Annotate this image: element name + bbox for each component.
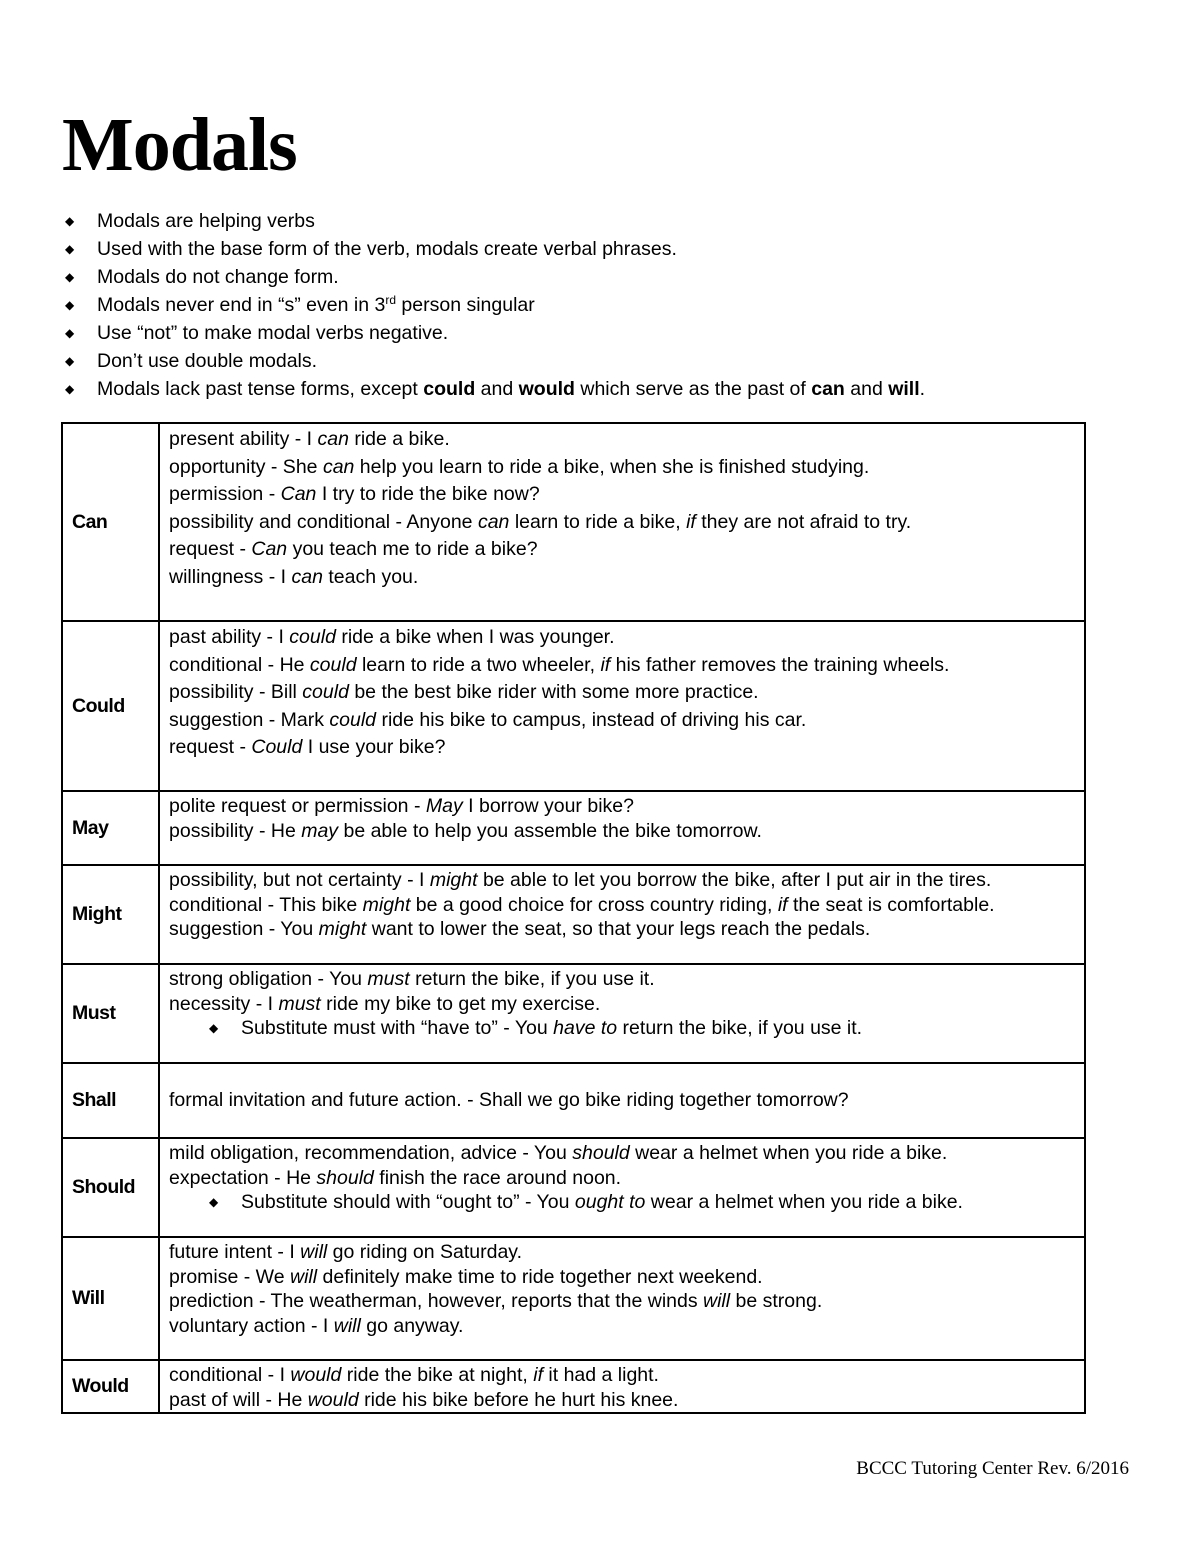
text-run: Substitute should with “ought to” - You: [241, 1191, 575, 1213]
text-run: willingness - I: [169, 565, 292, 588]
modal-example-word: must: [367, 968, 410, 990]
modal-example-word: will: [333, 1314, 361, 1337]
diamond-bullet-icon: ◆: [209, 1021, 219, 1035]
modal-name: Can: [62, 423, 159, 621]
usage-example: [169, 1289, 1084, 1314]
text-run: want to lower the seat, so that your legs reach the pedals.: [366, 918, 871, 940]
text-run: be the best bike rider with some more practice.: [348, 681, 759, 703]
text-run: wear a helmet when you ride a bike.: [629, 1142, 948, 1164]
text-run: I borrow your bike?: [462, 795, 634, 817]
text-run: Modals never end in “s” even in 3: [97, 294, 386, 316]
modal-row-will: [62, 1237, 1085, 1360]
substitution-note: [209, 1017, 862, 1039]
text-run: suggestion - You: [169, 918, 319, 940]
text-run: it had a light.: [542, 1364, 659, 1386]
modal-name: May: [62, 791, 159, 865]
diamond-bullet-icon: ◆: [65, 354, 75, 368]
emphasized-word: can: [811, 378, 845, 400]
modal-row-could: [62, 621, 1085, 791]
modal-example-word: may: [301, 819, 339, 842]
text-run: person singular: [396, 294, 535, 316]
text-run: request -: [169, 736, 252, 758]
modal-row-would: [62, 1360, 1085, 1413]
modal-example-word: can: [317, 428, 349, 450]
usage-example: [169, 454, 1084, 482]
modal-row-must: [62, 964, 1085, 1063]
text-run: Don’t use double modals.: [97, 350, 318, 372]
text-run: .: [919, 378, 926, 400]
ordinal-superscript: rd: [385, 293, 396, 307]
usage-example: [169, 1240, 1084, 1265]
usage-example: [169, 426, 1084, 454]
text-run: opportunity - She: [169, 455, 323, 478]
modal-example-word: ought to: [574, 1191, 646, 1213]
text-run: promise - We: [169, 1265, 290, 1288]
usage-example: [169, 1087, 1084, 1115]
text-run: return the bike, if you use it.: [617, 1017, 863, 1039]
bullet-item: [62, 263, 1122, 291]
text-run: be able to help you assemble the bike tomorrow.: [338, 819, 762, 842]
text-run: voluntary action - I: [169, 1314, 334, 1337]
text-run: go riding on Saturday.: [327, 1241, 523, 1263]
modal-uses: [159, 1360, 1085, 1413]
modal-name: Would: [62, 1360, 159, 1413]
modal-example-word: if: [686, 510, 696, 533]
usage-example: [169, 1141, 1084, 1166]
modal-name: Should: [62, 1138, 159, 1237]
modal-uses: [159, 791, 1085, 865]
text-run: past of will - He: [169, 1388, 308, 1411]
modal-example-word: could: [289, 626, 336, 648]
diamond-bullet-icon: ◆: [65, 270, 75, 284]
text-run: polite request or permission -: [169, 795, 426, 817]
text-run: you teach me to ride a bike?: [287, 538, 538, 560]
modal-row-can: [62, 423, 1085, 621]
text-run: possibility - He: [169, 819, 302, 842]
text-run: conditional - I: [169, 1364, 291, 1386]
bullet-item: [62, 347, 1122, 375]
modal-uses: [159, 1063, 1085, 1138]
text-run: strong obligation - You: [169, 968, 368, 990]
text-run: finish the race around noon.: [373, 1166, 622, 1189]
emphasized-word: could: [423, 378, 476, 400]
modal-example-word: would: [307, 1388, 359, 1411]
usage-example: [169, 893, 1084, 918]
usage-example: [169, 1388, 1084, 1413]
text-run: learn to ride a bike,: [509, 510, 687, 533]
text-run: necessity - I: [169, 992, 279, 1015]
modal-example-word: might: [362, 893, 411, 916]
modal-name: Could: [62, 621, 159, 791]
modal-example-word: must: [278, 992, 321, 1015]
modal-example-word: could: [329, 708, 377, 731]
footer-credit: BCCC Tutoring Center Rev. 6/2016: [856, 1458, 1129, 1479]
diamond-bullet-icon: ◆: [65, 298, 75, 312]
diamond-bullet-icon: ◆: [65, 242, 75, 256]
text-run: permission -: [169, 483, 281, 505]
modal-uses: [159, 1138, 1085, 1237]
text-run: conditional - He: [169, 653, 310, 676]
text-run: expectation - He: [169, 1166, 317, 1189]
modal-example-word: could: [302, 681, 349, 703]
text-run: learn to ride a two wheeler,: [356, 653, 601, 676]
modal-example-word: can: [291, 565, 323, 588]
text-run: present ability - I: [169, 428, 318, 450]
text-run: be able to let you borrow the bike, after I put air in the tires.: [477, 869, 992, 891]
text-run: ride the bike at night,: [341, 1364, 534, 1386]
modals-table: [61, 422, 1086, 1414]
modal-example-word: can: [477, 510, 510, 533]
text-run: I try to ride the bike now?: [316, 483, 540, 505]
usage-example: [169, 536, 1084, 564]
text-run: Modals lack past tense forms, except: [97, 378, 424, 400]
usage-example: [169, 917, 1084, 942]
modal-example-word: might: [318, 918, 367, 940]
text-run: prediction - The weatherman, however, reports that the winds: [169, 1290, 704, 1312]
text-run: be strong.: [730, 1290, 823, 1312]
modal-example-word: if: [533, 1364, 543, 1386]
diamond-bullet-icon: ◆: [65, 326, 75, 340]
usage-example: [169, 1265, 1084, 1290]
text-run: which serve as the past of: [574, 378, 812, 400]
text-run: ride his bike before he hurt his knee.: [358, 1388, 679, 1411]
text-run: go anyway.: [360, 1314, 464, 1337]
usage-example: [169, 794, 1084, 819]
text-run: Modals do not change form.: [97, 266, 339, 288]
bullet-list: [62, 207, 1122, 403]
text-run: request -: [169, 538, 252, 560]
page-title: Modals: [62, 103, 297, 187]
modal-example-word: should: [572, 1142, 630, 1164]
text-run: teach you.: [322, 565, 419, 588]
usage-example: [169, 481, 1084, 509]
modal-example-word: Could: [251, 736, 303, 758]
modal-example-word: if: [777, 893, 788, 916]
text-run: possibility, but not certainty - I: [169, 869, 430, 891]
text-run: possibility - Bill: [169, 681, 303, 703]
usage-example: [169, 1363, 1084, 1388]
modal-example-word: Can: [280, 483, 317, 505]
usage-example: [169, 564, 1084, 592]
usage-example: [169, 1016, 1084, 1041]
text-run: Used with the base form of the verb, modals create verbal phrases.: [97, 238, 677, 260]
modal-example-word: Can: [251, 538, 288, 560]
modal-name: Will: [62, 1237, 159, 1360]
bullet-item: [62, 319, 1122, 347]
modal-row-shall: [62, 1063, 1085, 1138]
bullet-item: [62, 235, 1122, 263]
text-run: I use your bike?: [302, 736, 446, 758]
bullet-item: [62, 375, 1122, 403]
modal-example-word: could: [309, 653, 357, 676]
text-run: return the bike, if you use it.: [409, 968, 655, 990]
text-run: wear a helmet when you ride a bike.: [645, 1191, 963, 1213]
usage-example: [169, 734, 1084, 762]
modal-example-word: should: [316, 1166, 374, 1189]
substitution-note: [209, 1191, 963, 1213]
modal-example-word: have to: [553, 1017, 618, 1039]
modal-example-word: will: [703, 1290, 731, 1312]
text-run: the seat is comfortable.: [787, 893, 995, 916]
text-run: past ability - I: [169, 626, 290, 648]
modal-uses: [159, 964, 1085, 1063]
text-run: Use “not” to make modal verbs negative.: [97, 322, 449, 344]
text-run: definitely make time to ride together next weekend.: [317, 1265, 763, 1288]
usage-example: [169, 509, 1084, 537]
modal-uses: [159, 1237, 1085, 1360]
text-run: mild obligation, recommendation, advice - You: [169, 1142, 573, 1164]
modal-example-word: will: [290, 1265, 318, 1288]
modal-row-may: [62, 791, 1085, 865]
modal-example-word: might: [429, 869, 478, 891]
text-run: ride my bike to get my exercise.: [320, 992, 601, 1015]
text-run: suggestion - Mark: [169, 708, 330, 731]
emphasized-word: will: [888, 378, 920, 400]
usage-example: [169, 707, 1084, 735]
modal-name: Shall: [62, 1063, 159, 1138]
modal-row-might: [62, 865, 1085, 964]
text-run: Modals are helping verbs: [97, 210, 315, 232]
modal-example-word: would: [290, 1364, 342, 1386]
modal-name: Must: [62, 964, 159, 1063]
modal-example-word: if: [600, 653, 611, 676]
text-run: ride a bike.: [348, 428, 450, 450]
usage-example: [169, 868, 1084, 893]
modal-name: Might: [62, 865, 159, 964]
modal-example-word: can: [322, 455, 355, 478]
text-run: conditional - This bike: [169, 893, 363, 916]
usage-example: [169, 679, 1084, 707]
emphasized-word: would: [518, 378, 575, 400]
text-run: his father removes the training wheels.: [610, 653, 950, 676]
usage-example: [169, 967, 1084, 992]
text-run: they are not afraid to try.: [695, 510, 912, 533]
bullet-item: [62, 291, 1122, 319]
modal-example-word: will: [300, 1241, 328, 1263]
diamond-bullet-icon: ◆: [209, 1195, 219, 1209]
diamond-bullet-icon: ◆: [65, 382, 75, 396]
usage-example: [169, 624, 1084, 652]
text-run: ride a bike when I was younger.: [335, 626, 615, 648]
text-run: ride his bike to campus, instead of driving his car.: [376, 708, 807, 731]
modal-uses: [159, 865, 1085, 964]
usage-example: [169, 652, 1084, 680]
text-run: and: [844, 378, 889, 400]
text-run: be a good choice for cross country riding,: [410, 893, 778, 916]
modal-example-word: May: [425, 795, 463, 817]
text-run: Substitute must with “have to” - You: [241, 1017, 554, 1039]
text-run: help you learn to ride a bike, when she is finished studying.: [354, 455, 870, 478]
usage-example: [169, 992, 1084, 1017]
text-run: and: [475, 378, 519, 400]
usage-example: [169, 1166, 1084, 1191]
bullet-item: [62, 207, 1122, 235]
modal-uses: [159, 621, 1085, 791]
modal-row-should: [62, 1138, 1085, 1237]
usage-example: [169, 1314, 1084, 1339]
text-run: possibility and conditional - Anyone: [169, 510, 478, 533]
text-run: future intent - I: [169, 1241, 301, 1263]
text-run: formal invitation and future action. - Shall we go bike riding together tomorrow?: [169, 1088, 849, 1111]
usage-example: [169, 1190, 1084, 1215]
usage-example: [169, 819, 1084, 844]
diamond-bullet-icon: ◆: [65, 214, 75, 228]
modal-uses: [159, 423, 1085, 621]
